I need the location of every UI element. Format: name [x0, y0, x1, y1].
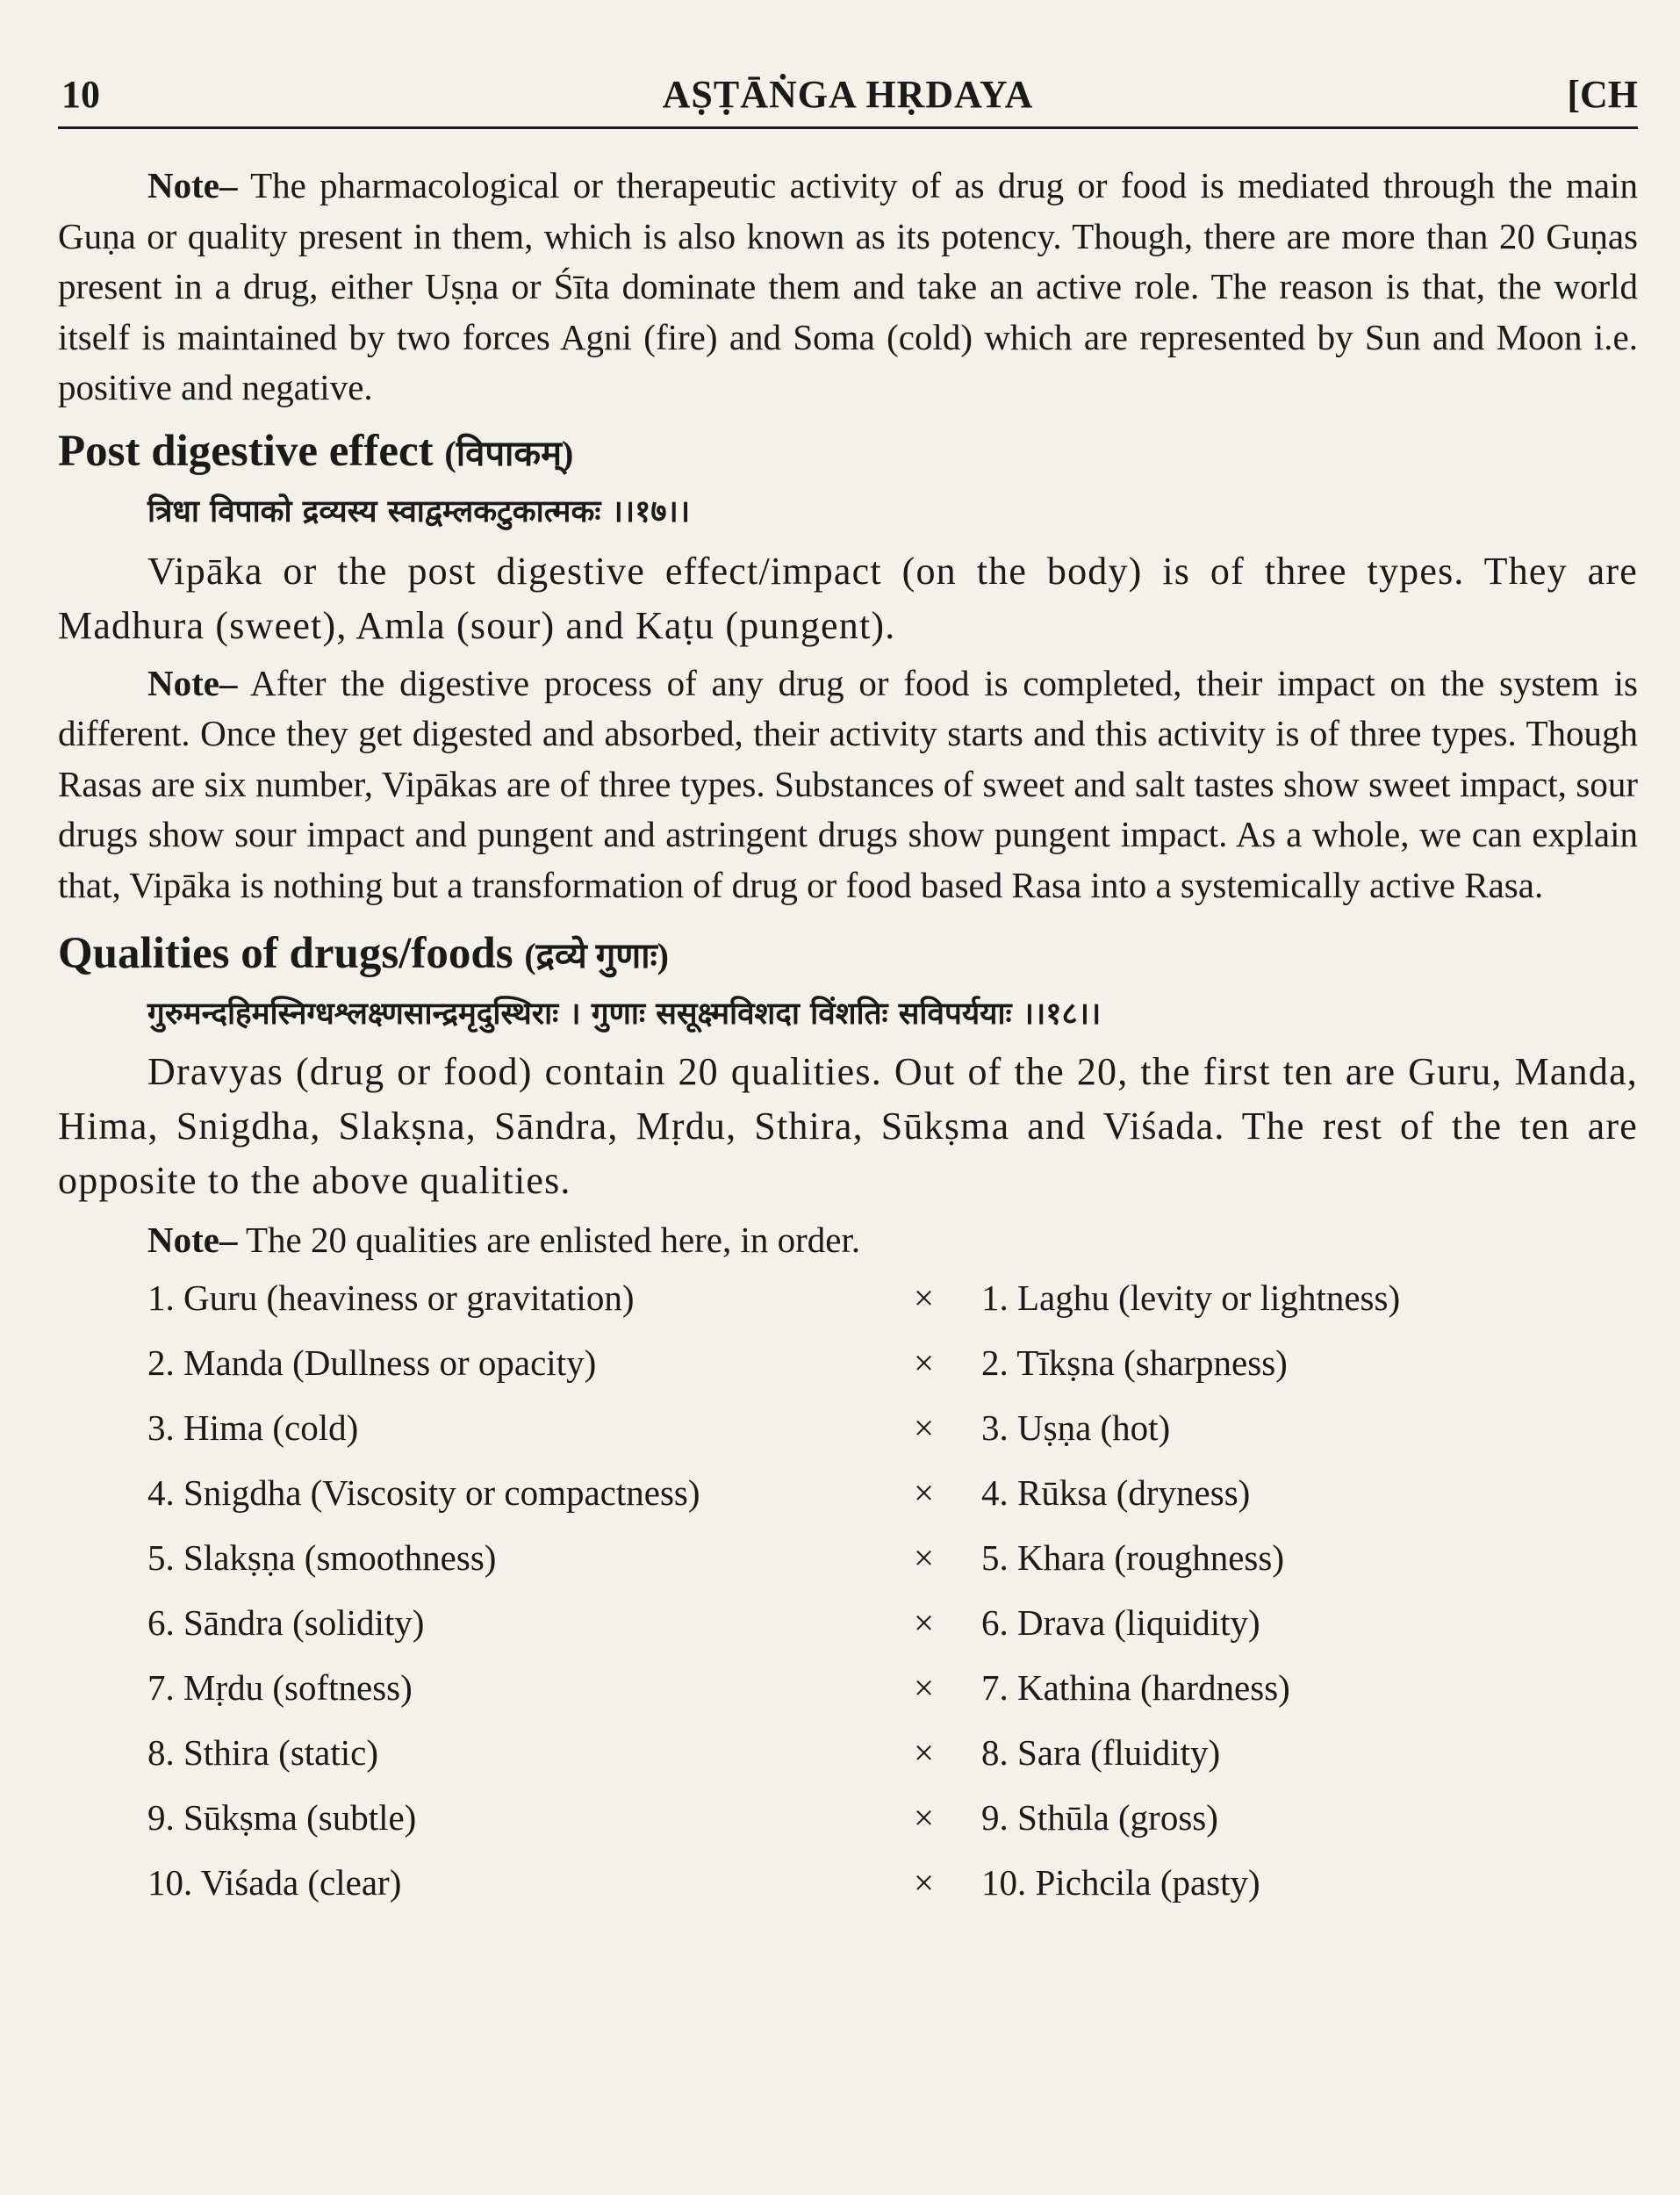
chapter-marker: [CH — [1567, 73, 1638, 116]
quality-right: 3. Uṣṇa (hot) — [981, 1407, 1171, 1448]
heading-sanskrit: (द्रव्ये गुणाः) — [524, 936, 669, 975]
note-paragraph-vipaka — [58, 658, 1638, 911]
heading-text: Qualities of drugs/foods — [58, 929, 513, 978]
quality-row — [58, 1661, 1638, 1726]
page-header — [58, 63, 1638, 129]
opposite-separator: × — [914, 1342, 935, 1383]
quality-row — [58, 1531, 1638, 1596]
dravyas-paragraph: Dravyas (drug or food) contain 20 qualities. Out of the 20, the first ten are Guru, Manda, Hima, Snigdha, Slakṣna, Sāndra, Mṛdu, Sthira, Sūkṣma and Viśada. The rest of the ten are opposite to the above qualities. — [58, 1050, 1638, 1202]
opposite-separator: × — [914, 1796, 935, 1838]
page-number: 10 — [61, 73, 100, 116]
quality-row — [58, 1271, 1638, 1336]
quality-right: 10. Pichcila (pasty) — [981, 1861, 1260, 1903]
opposite-separator: × — [914, 1861, 935, 1903]
quality-right: 4. Rūksa (dryness) — [981, 1472, 1251, 1513]
quality-right: 7. Kathina (hardness) — [981, 1666, 1290, 1708]
opposite-separator: × — [914, 1536, 935, 1578]
quality-left: 4. Snigdha (Viscosity or compactness) — [147, 1472, 700, 1513]
quality-right: 2. Tīkṣna (sharpness) — [981, 1342, 1288, 1383]
quality-right: 8. Sara (fluidity) — [981, 1731, 1221, 1773]
quality-right: 1. Laghu (levity or lightness) — [981, 1277, 1401, 1318]
quality-row — [58, 1336, 1638, 1401]
quality-left: 1. Guru (heaviness or gravitation) — [147, 1277, 635, 1318]
note-label: Note– — [147, 662, 238, 703]
opposite-separator: × — [914, 1601, 935, 1643]
opposite-separator: × — [914, 1407, 935, 1448]
vipaka-paragraph: Vipāka or the post digestive effect/impact (on the body) is of three types. They are Madhura (sweet), Amla (sour) and Kaṭu (pungent). — [58, 549, 1638, 647]
quality-left: 9. Sūkṣma (subtle) — [147, 1796, 417, 1838]
note-text: The 20 qualities are enlisted here, in order. — [237, 1220, 861, 1260]
quality-row — [58, 1401, 1638, 1466]
sanskrit-verse-18: गुरुमन्दहिमस्निग्धश्लक्ष्णसान्द्रमृदुस्थिराः । गुणाः ससूक्ष्मविशदा विंशतिः सविपर्ययाः ।।१८।। — [147, 997, 1102, 1032]
quality-left: 2. Manda (Dullness or opacity) — [147, 1342, 597, 1383]
quality-right: 9. Sthūla (gross) — [981, 1796, 1218, 1838]
opposite-separator: × — [914, 1731, 935, 1773]
section-heading-qualities — [58, 923, 1638, 987]
note-text: The pharmacological or therapeutic activity of as drug or food is mediated through the main Guṇa or quality present in them, which is also known as its potency. Though, there are more than 20 Guṇas present in a drug, either Uṣṇa or Śīta dominate them and take an active role. The reason is that, the world itself is maintained by two forces Agni (fire) and Soma (cold) which are represented by Sun and Moon i.e. positive and negative. — [58, 165, 1638, 407]
quality-row — [58, 1466, 1638, 1531]
note-paragraph-potency — [58, 161, 1638, 414]
heading-sanskrit: (विपाकम्) — [444, 433, 574, 473]
quality-left: 7. Mṛdu (softness) — [147, 1666, 413, 1708]
note-label: Note– — [147, 1220, 238, 1260]
running-title: AṢṬĀṄGA HṚDAYA — [662, 73, 1034, 116]
note-label: Note– — [147, 165, 238, 205]
section-heading-post-digestive — [58, 421, 1638, 485]
heading-text: Post digestive effect — [58, 426, 434, 476]
quality-right: 5. Khara (roughness) — [981, 1536, 1284, 1578]
sanskrit-verse-17: त्रिधा विपाको द्रव्यस्य स्वाद्वम्लकटुकात्मकः ।।१७।। — [147, 493, 691, 529]
quality-row — [58, 1726, 1638, 1791]
quality-left: 6. Sāndra (solidity) — [147, 1601, 425, 1643]
note-paragraph-qualities — [58, 1215, 1638, 1266]
note-text: After the digestive process of any drug or food is completed, their impact on the system is different. Once they get digested and absorbed, their activity starts and this activity is of three types. Though Rasas are six number, Vipākas are of three types. Substances of sweet and salt tastes show sweet impact, sour drugs show sour impact and pungent and astringent drugs show pungent impact. As a whole, we can explain that, Vipāka is nothing but a transformation of drug or food based Rasa into a systemically active Rasa. — [58, 662, 1638, 905]
quality-row — [58, 1856, 1638, 1921]
quality-left: 3. Hima (cold) — [147, 1407, 359, 1448]
opposite-separator: × — [914, 1666, 935, 1708]
quality-right: 6. Drava (liquidity) — [981, 1601, 1260, 1643]
quality-left: 10. Viśada (clear) — [147, 1861, 402, 1903]
quality-left: 5. Slakṣṇa (smoothness) — [147, 1536, 497, 1578]
book-page — [58, 63, 1638, 1921]
qualities-list — [58, 1271, 1638, 1921]
opposite-separator: × — [914, 1472, 935, 1513]
opposite-separator: × — [914, 1277, 935, 1318]
quality-row — [58, 1596, 1638, 1661]
quality-row — [58, 1791, 1638, 1856]
quality-left: 8. Sthira (static) — [147, 1731, 379, 1773]
